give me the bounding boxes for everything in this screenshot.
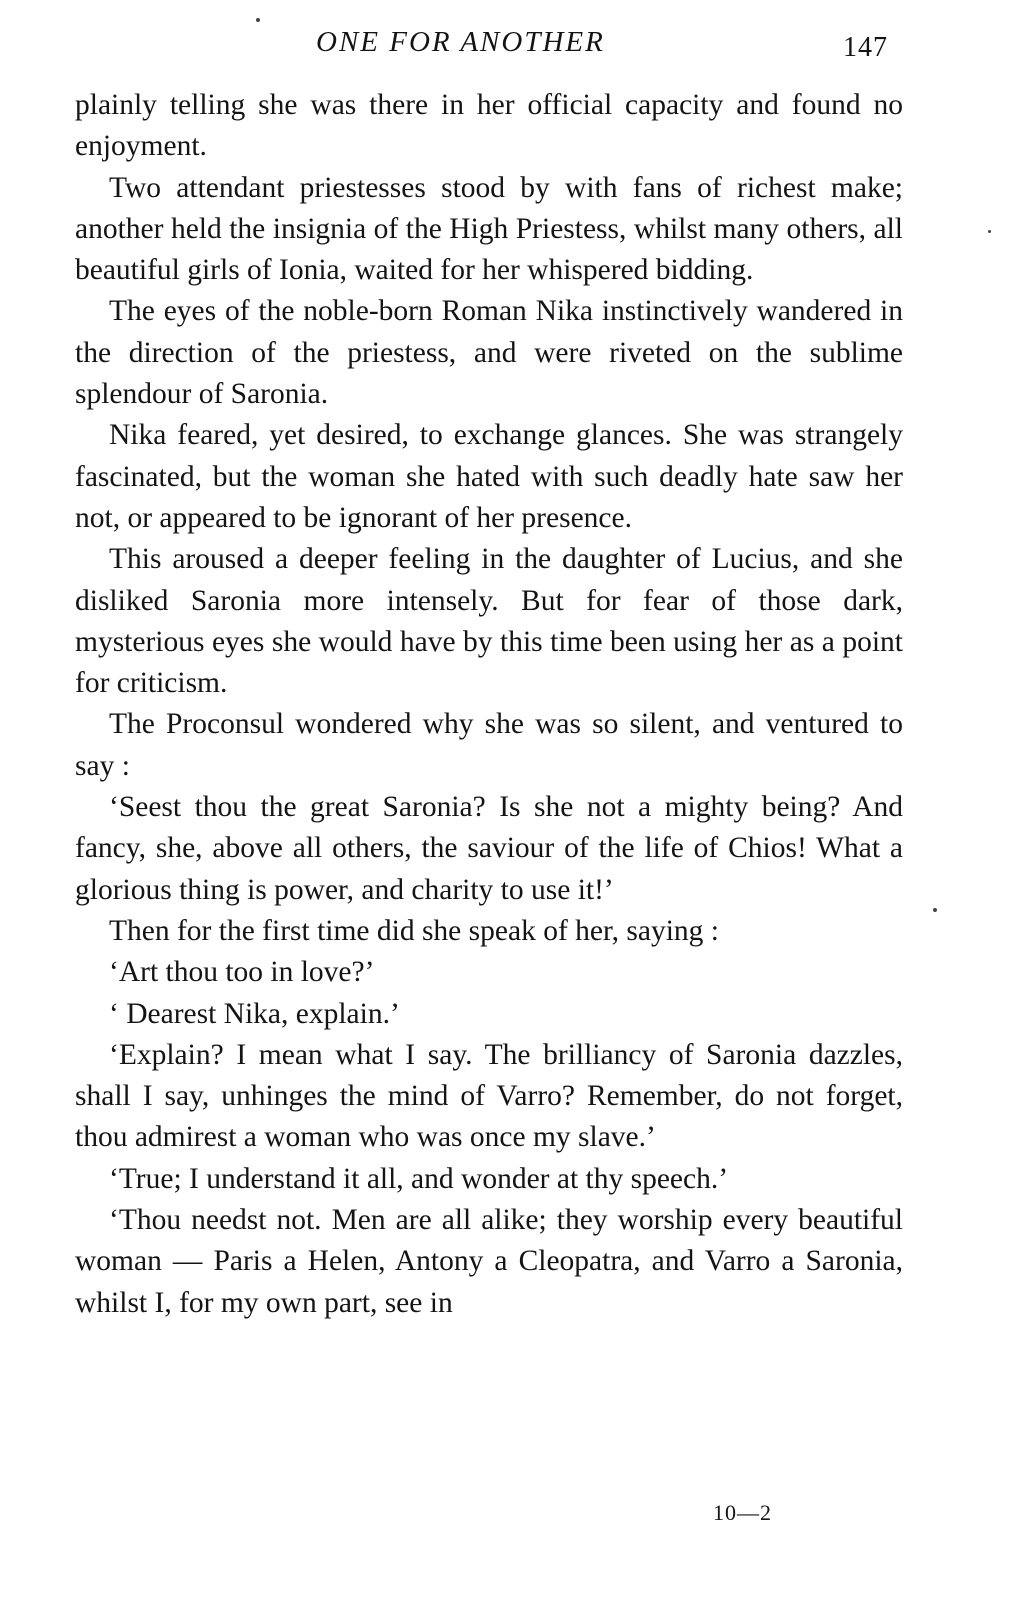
scan-speck (988, 230, 991, 233)
paragraph: Then for the first time did she speak of her, saying : (109, 914, 719, 947)
scan-speck (256, 18, 260, 22)
page-number: 147 (843, 32, 888, 63)
paragraph: ‘Explain? I mean what I say. The brilliancy of Saronia dazzles, shall I say, unhinges the mind of Varro? Remember, do not forget, thou admirest a woman who was once my slave.’ (75, 1038, 903, 1154)
paragraph: The eyes of the noble-born Roman Nika instinctively wandered in the direction of the priestess, and were riveted on the sublime splendour of Saronia. (75, 295, 903, 411)
paragraph: Nika feared, yet desired, to exchange glances. She was strangely fascinated, but the woman she hated with such deadly hate saw her not, or appeared to be ignorant of her presence. (75, 419, 903, 534)
paragraph: ‘True; I understand it all, and wonder at thy speech.’ (109, 1162, 729, 1195)
paragraph: ‘ Dearest Nika, explain.’ (109, 997, 400, 1030)
paragraph: ‘Art thou too in love?’ (109, 956, 375, 989)
paragraph: The Proconsul wondered why she was so silent, and ventured to say : (75, 708, 903, 782)
paragraph: ‘Seest thou the great Saronia? Is she not a mighty being? And fancy, she, above all others, the saviour of the life of Chios! What a glorious thing is power, and charity to use it!’ (75, 791, 903, 906)
paragraph: plainly telling she was there in her official capacity and found no enjoyment. (75, 89, 903, 163)
running-head (0, 24, 1009, 64)
running-title: ONE FOR ANOTHER (316, 26, 605, 58)
printer-signature: 10—2 (713, 1500, 772, 1525)
paragraph: ‘Thou needst not. Men are all alike; they worship every beautiful woman — Paris a Helen, Antony a Cleopatra, and Varro a Saronia, whilst I, for my own part, see in (75, 1204, 903, 1319)
paragraph: Two attendant priestesses stood by with fans of richest make; another held the insignia of the High Priestess, whilst many others, all beautiful girls of Ionia, waited for her whispered bidding. (75, 171, 903, 287)
scan-speck (933, 908, 937, 912)
paragraph: This aroused a deeper feeling in the daughter of Lucius, and she disliked Saronia more intensely. But for fear of those dark, mysterious eyes she would have by this time been using her as a point for criticism. (75, 543, 903, 700)
body-text (75, 85, 903, 1324)
